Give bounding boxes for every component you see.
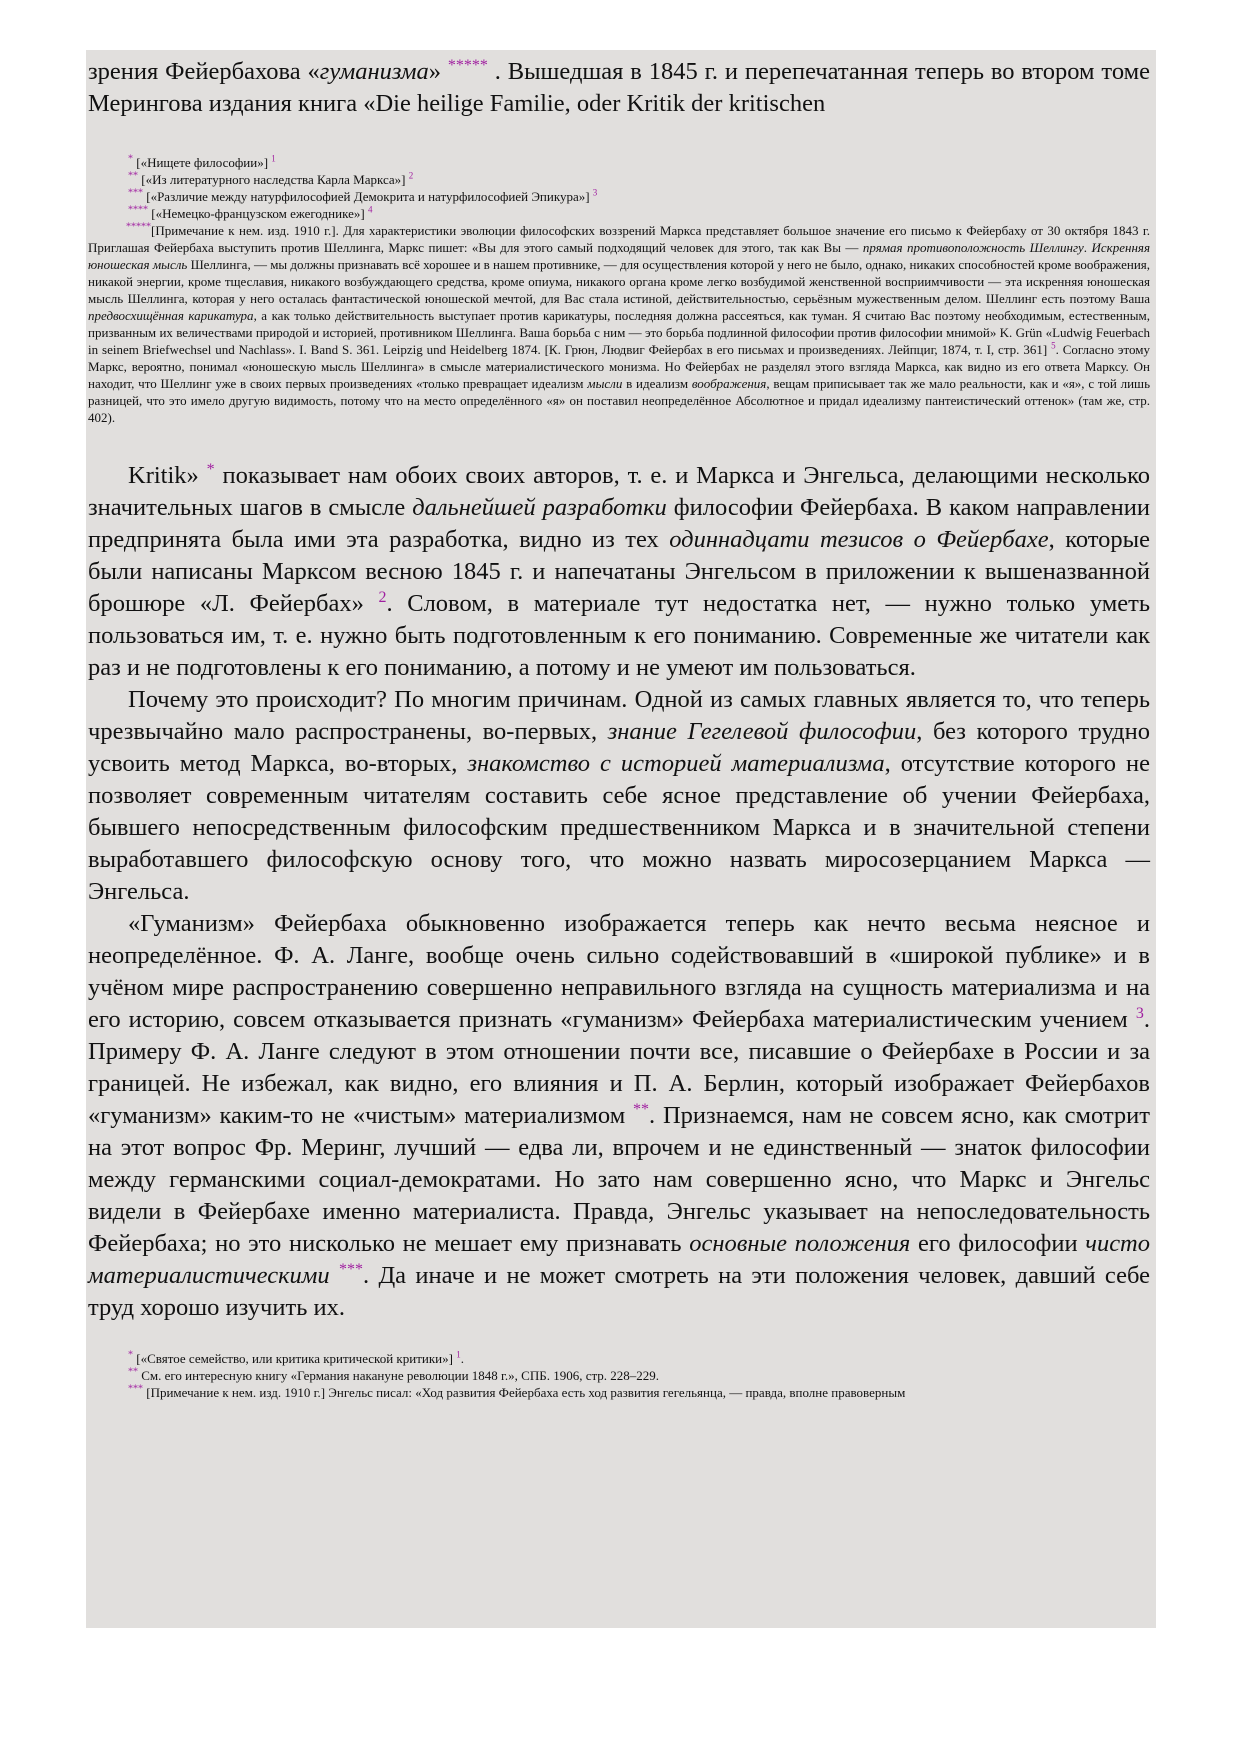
text-run: . bbox=[1083, 240, 1092, 255]
emphasis-text: мысли bbox=[587, 376, 623, 391]
text-run: показывает нам обоих своих авторов, т. е. и Маркса и Энгельса, делающими несколько значительных шагов в смысле bbox=[88, 462, 1151, 521]
text-run: Kritik» bbox=[128, 462, 199, 489]
text-run: в идеализм bbox=[622, 376, 692, 391]
paragraph bbox=[88, 684, 1150, 908]
text-run: , а как только действительность выступает против карикатуры, последняя должна рассеяться, как туман. Я считаю Вас поэтому необходимым, естественным, призванным их величествами природой и историей, противником Шеллинга. Ваша борьба с ним — это борьба подлинной философии против философии мнимой» K. Grün «Ludwig Feuerbach in seinem Briefwechsel und Nachlass». I. Band S. 361. Leipzig und Heidelberg 1874. [К. Грюн, Людвиг Фейербах в его письмах и произведениях. Лейпциг, 1874, т. I, стр. 361] bbox=[88, 308, 1150, 357]
footnote-text: См. его интересную книгу «Германия накануне революции 1848 г.», СПБ. 1906, стр. 228–229. bbox=[141, 1368, 660, 1383]
emphasis-text: знание Гегелевой философии bbox=[607, 718, 917, 745]
footnote-item bbox=[128, 154, 1150, 171]
footnote-ref[interactable]: 1 bbox=[271, 153, 276, 164]
footnote-item bbox=[128, 1350, 1150, 1367]
footnote-ref[interactable]: 1 bbox=[456, 1349, 461, 1360]
text-run: зрения Фейербахова « bbox=[88, 58, 320, 85]
emphasis-text: предвосхищённая карикатура bbox=[88, 308, 254, 323]
footnote-text: [«Различие между натурфилософией Демокрита и натурфилософией Эпикура»] bbox=[146, 189, 590, 204]
footnote-long bbox=[88, 222, 1150, 426]
paragraph bbox=[88, 460, 1150, 684]
footnote-text: [«Немецко-французском ежегоднике»] bbox=[151, 206, 365, 221]
text-run: Шеллинга, — мы должны признавать всё хорошее и в нашем противнике, — для осуществления которой у него не было, однако, никаких способностей кроме воображения, никакой энергии, кроме тщеславия, никакого возбуждающего средства, кроме опиума, никакого органа кроме легко возбудимой женственной восприимчивости — эта искренняя юношеская мысль Шеллинга, которая у него осталась фантастической юношеской мечтой, для Вас стала истиной, действительностью, серьёзным мужественным делом. Шеллинг есть поэтому Ваша bbox=[88, 257, 1151, 306]
main-text bbox=[88, 460, 1150, 1324]
footnote-marker[interactable]: ** bbox=[128, 170, 138, 182]
footnote-ref[interactable]: 3 bbox=[1135, 1004, 1144, 1022]
footnote-marker[interactable]: ***** bbox=[126, 221, 151, 233]
footnote-text: [«Нищете философии»] bbox=[136, 155, 269, 170]
footnotes-bottom bbox=[128, 1350, 1150, 1401]
paragraph bbox=[88, 908, 1150, 1324]
text-run: . Да иначе и не может смотреть на эти положения человек, давший себе труд хорошо изучить их. bbox=[88, 1262, 1151, 1321]
footnote-ref[interactable]: 5 bbox=[1051, 340, 1056, 351]
footnote-marker[interactable]: * bbox=[206, 460, 215, 478]
emphasis-text: чисто материалистическими bbox=[88, 1230, 1151, 1289]
footnote-item bbox=[128, 171, 1150, 188]
emphasis-text: гуманизма bbox=[319, 58, 429, 85]
footnote-marker[interactable]: ***** bbox=[447, 56, 488, 74]
footnote-text: [«Святое семейство, или критика критической критики»] bbox=[136, 1351, 453, 1366]
footnote-item bbox=[128, 1367, 1150, 1384]
footnote-marker[interactable]: * bbox=[128, 153, 133, 165]
text-run: . Согласно этому Маркс, вероятно, понимал «юношескую мысль Шеллинга» в смысле материалистического монизма. Но Фейербах не разделял этого взгляда Маркса, как видно из его ответа Марксу. Он находит, что Шеллинг уже в своих первых произведениях «только превращает идеализм bbox=[88, 342, 1151, 391]
intro-paragraph bbox=[88, 56, 1150, 120]
footnote-ref[interactable]: 2 bbox=[408, 170, 414, 181]
footnote-ref[interactable]: 3 bbox=[592, 187, 598, 198]
text-run: » bbox=[428, 58, 441, 85]
emphasis-text: воображения bbox=[691, 376, 767, 391]
text-run: , которые были написаны Марксом весною 1845 г. и напечатаны Энгельсом в приложении к вышеназванной брошюре «Л. Фейербах» bbox=[88, 526, 1150, 617]
text-run: . Словом, в материале тут недостатка нет, — нужно только уметь пользоваться им, т. е. нужно быть подготовленным к его пониманию. Современные же читатели как раз и не подготовлены к его пониманию, а потому и не умеют им пользоваться. bbox=[88, 590, 1151, 681]
footnote-ref[interactable]: 2 bbox=[378, 588, 387, 606]
footnote-marker[interactable]: *** bbox=[128, 1383, 143, 1395]
emphasis-text: одиннадцати тезисов о Фейербахе bbox=[669, 526, 1049, 553]
emphasis-text: прямая противоположность Шеллингу bbox=[862, 240, 1084, 255]
text-run: , отсутствие которого не позволяет современным читателям составить себе ясное представление об учении Фейербаха, бывшего непосредственным философским предшественником Маркса и в значительной степени выработавшего философскую основу того, что можно назвать миросозерцанием Маркса — Энгельса. bbox=[88, 750, 1150, 905]
footnote-ref[interactable]: 4 bbox=[367, 204, 373, 215]
text-run: Почему это происходит? По многим причинам. Одной из самых главных является то, что теперь чрезвычайно мало распространены, во-первых, bbox=[88, 686, 1150, 745]
text-run: его философии bbox=[910, 1230, 1086, 1257]
text-run: философии Фейербаха. В каком направлении предпринята была ими эта разработка, видно из тех bbox=[88, 494, 1150, 553]
footnote-marker[interactable]: ** bbox=[633, 1100, 650, 1118]
emphasis-text: Искренняя юношеская мысль bbox=[88, 240, 1151, 272]
text-run: . Вышедшая в 1845 г. и перепечатанная теперь во втором томе Мерингова издания книга «Die heilige Familie, oder Kritik der kritischen bbox=[88, 58, 1150, 117]
text-run: «Гуманизм» Фейербаха обыкновенно изображается теперь как нечто весьма неясное и неопределённое. Ф. А. Ланге, вообще очень сильно содействовавший в «широкой публике» и в учёном мире распространению совершенно неправильного взгляда на сущность материализма и на его историю, совсем отказывается признать «гуманизм» Фейербаха материалистическим учением bbox=[88, 910, 1150, 1033]
text-run: , вещам приписывает так же мало реальности, как и «я», с той лишь разницей, что это имело другую видимость, потому что на место определённого «я» он поставил неопределённое Абсолютное и придал идеализму пантеистический оттенок» (там же, стр. 402). bbox=[88, 376, 1150, 425]
emphasis-text: знакомство с историей материализма bbox=[467, 750, 885, 777]
footnote-marker[interactable]: *** bbox=[339, 1260, 364, 1278]
text-run: . Примеру Ф. А. Ланге следуют в этом отношении почти все, писавшие о Фейербахе в России и за границей. Не избежал, как видно, его влияния и П. А. Берлин, который изображает Фейербахов «гуманизм» каким-то не «чистым» материализмом bbox=[88, 1006, 1151, 1129]
text-run: . bbox=[460, 1351, 464, 1366]
emphasis-text: основные положения bbox=[689, 1230, 911, 1257]
page-content bbox=[86, 50, 1156, 1628]
footnote-item bbox=[128, 205, 1150, 222]
footnote-text: [«Из литературного наследства Карла Маркса»] bbox=[141, 172, 406, 187]
footnote-item bbox=[128, 188, 1150, 205]
text-run: . Признаемся, нам не совсем ясно, как смотрит на этот вопрос Фр. Меринг, лучший — едва ли, впрочем и не единственный — знаток философии между германскими социал-демократами. Но зато нам совершенно ясно, что Маркс и Энгельс видели в Фейербахе именно материалиста. Правда, Энгельс указывает на непоследовательность Фейербаха; но это нисколько не мешает ему признавать bbox=[88, 1102, 1151, 1257]
emphasis-text: дальнейшей разработки bbox=[412, 494, 667, 521]
footnote-marker[interactable]: **** bbox=[128, 204, 148, 216]
footnotes-top bbox=[128, 154, 1150, 222]
footnote-marker[interactable]: *** bbox=[128, 187, 143, 199]
text-run: [Примечание к нем. изд. 1910 г.]. Для характеристики эволюции философских воззрений Маркса представляет большое значение его письмо к Фейербаху от 30 октября 1843 г. Приглашая Фейербаха выступить против Шеллинга, Маркс пишет: «Вы для этого самый подходящий человек для этого, так как Вы — bbox=[88, 223, 1150, 255]
text-run: , без которого трудно усвоить метод Маркса, во-вторых, bbox=[88, 718, 1150, 777]
footnote-marker[interactable]: * bbox=[128, 1349, 133, 1361]
footnote-marker[interactable]: ** bbox=[128, 1366, 138, 1378]
footnote-text: [Примечание к нем. изд. 1910 г.] Энгельс писал: «Ход развития Фейербаха есть ход развития гегельянца, — правда, вполне правоверным bbox=[146, 1385, 906, 1400]
footnote-item bbox=[128, 1384, 1150, 1401]
